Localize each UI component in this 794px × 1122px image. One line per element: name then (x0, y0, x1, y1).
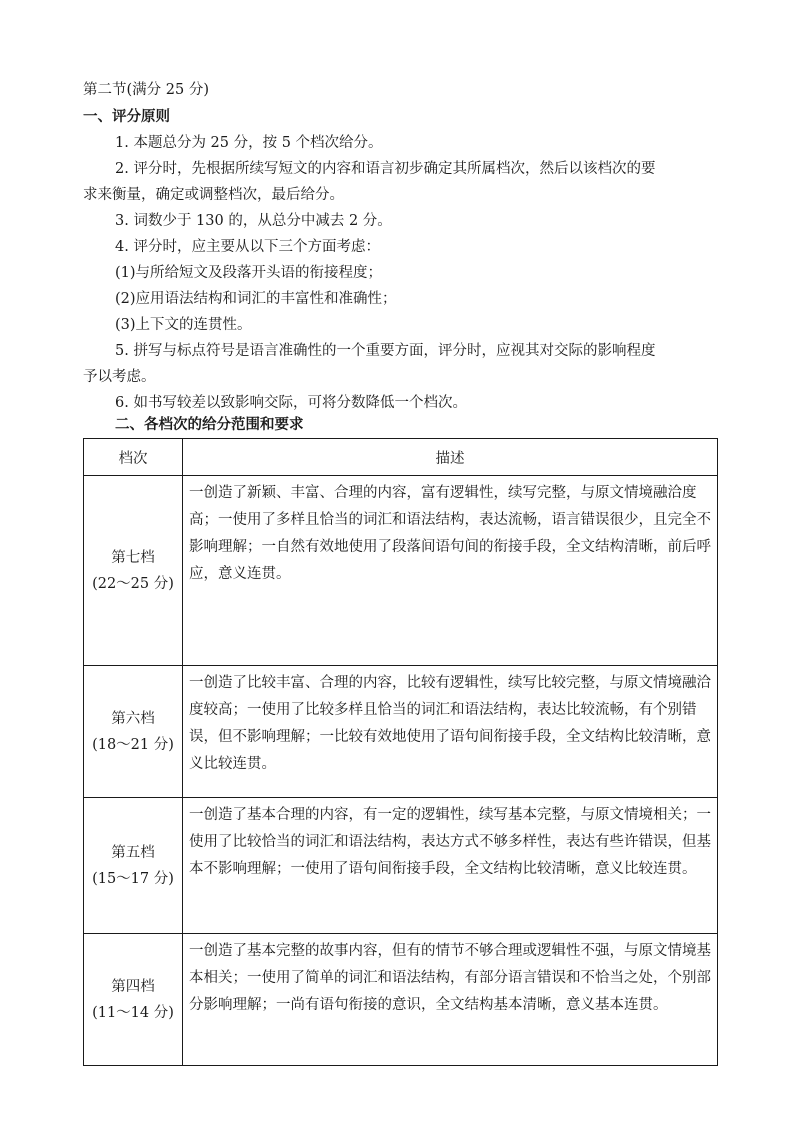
level-cell (84, 934, 183, 1066)
principle-line: 3. 词数少于 130 的，从总分中减去 2 分。 (115, 213, 392, 229)
table-row (84, 666, 718, 798)
level-name: 第五档 (111, 844, 155, 861)
principle-line: (3)上下文的连贯性。 (115, 317, 252, 333)
level-name: 第六档 (111, 710, 155, 727)
principle-line: 1. 本题总分为 25 分，按 5 个档次给分。 (115, 135, 383, 151)
section-title: 第二节(满分 25 分) (83, 82, 209, 98)
level-cell (84, 798, 183, 934)
header-description: 描述 (183, 439, 718, 476)
table-row (84, 934, 718, 1066)
grading-table (83, 438, 718, 1066)
level-name: 第四档 (111, 978, 155, 995)
description-cell: 一创造了基本完整的故事内容，但有的情节不够合理或逻辑性不强，与原文情境基本相关；一使用了简单的词汇和语法结构，有部分语言错误和不恰当之处，个别部分影响理解；一尚有语句衔接的意识，全文结构基本清晰，意义基本连贯。 (183, 934, 718, 1066)
level-name: 第七档 (111, 549, 155, 566)
ranges-heading: 二、各档次的给分范围和要求 (115, 417, 304, 433)
description-cell: 一创造了基本合理的内容，有一定的逻辑性，续写基本完整，与原文情境相关；一使用了比较恰当的词汇和语法结构，表达方式不够多样性，表达有些许错误，但基本不影响理解；一使用了语句间衔接手段，全文结构比较清晰，意义比较连贯。 (183, 798, 718, 934)
table-row (84, 476, 718, 666)
level-range: (15～17 分) (92, 870, 174, 887)
description-cell: 一创造了比较丰富、合理的内容，比较有逻辑性，续写比较完整，与原文情境融洽度较高；一使用了比较多样且恰当的词汇和语法结构，表达比较流畅，有个别错误，但不影响理解；一比较有效地使用了语句间衔接手段，全文结构比较清晰，意义比较连贯。 (183, 666, 718, 798)
table-header-row (84, 439, 718, 476)
table-row (84, 798, 718, 934)
principles-heading: 一、评分原则 (83, 109, 170, 125)
level-cell (84, 666, 183, 798)
description-cell: 一创造了新颖、丰富、合理的内容，富有逻辑性，续写完整，与原文情境融洽度高；一使用了多样且恰当的词汇和语法结构，表达流畅，语言错误很少，且完全不影响理解；一自然有效地使用了段落间语句间的衔接手段，全文结构清晰，前后呼应，意义连贯。 (183, 476, 718, 666)
principle-line: 求来衡量，确定或调整档次，最后给分。 (83, 187, 344, 203)
principle-line: (1)与所给短文及段落开头语的衔接程度； (115, 265, 383, 281)
level-range: (18～21 分) (92, 736, 174, 753)
principle-line: (2)应用语法结构和词汇的丰富性和准确性； (115, 291, 397, 307)
principle-line: 4. 评分时，应主要从以下三个方面考虑： (115, 239, 380, 255)
level-range: (22～25 分) (92, 575, 174, 592)
principle-line: 5. 拼写与标点符号是语言准确性的一个重要方面，评分时，应视其对交际的影响程度 (115, 343, 656, 359)
principle-line: 6. 如书写较差以致影响交际，可将分数降低一个档次。 (115, 395, 467, 411)
principle-line: 予以考虑。 (83, 369, 156, 385)
level-range: (11～14 分) (92, 1004, 174, 1021)
principle-line: 2. 评分时，先根据所续写短文的内容和语言初步确定其所属档次，然后以该档次的要 (115, 161, 656, 177)
header-level: 档次 (84, 439, 183, 476)
level-cell (84, 476, 183, 666)
